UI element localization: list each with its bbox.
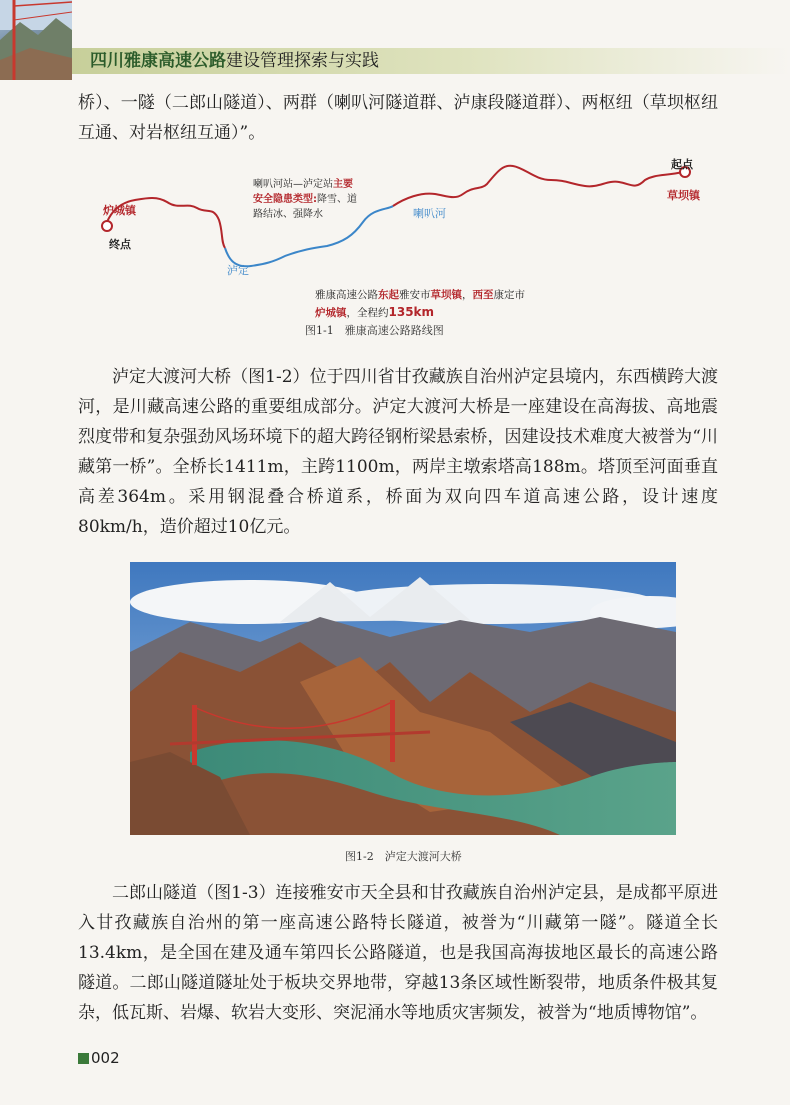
start-town-label: 草坝镇 bbox=[667, 189, 700, 202]
book-title-rest: 建设管理探索与实践 bbox=[226, 51, 379, 71]
tunnel-paragraph: 二郎山隧道（图1-3）连接雅安市天全县和甘孜藏族自治州泸定县，是成都平原进入甘孜藏族自治州的第一座高速公路特长隧道，被誉为“川藏第一隧”。隧道全长13.4km，是全国在建及通车第四长公路隧道，也是我国高海拔地区最长的高速公路隧道。二郎山隧道隧址处于板块交界地带，穿越13条区域性断裂带，地质条件极其复杂，低瓦斯、岩爆、软岩大变形、突泥涌水等地质灾害频发，被誉为“地质博物馆”。 bbox=[78, 883, 718, 1023]
river-label: 喇叭河 bbox=[413, 207, 446, 220]
intro-paragraph: 桥）、一隧（二郎山隧道）、两群（喇叭河隧道群、泸康段隧道群）、两枢纽（草坝枢纽互通、对岩枢纽互通）”。 bbox=[78, 93, 718, 143]
page-marker-square bbox=[78, 1053, 89, 1064]
hazard-note-items-1: 降雪、道 bbox=[317, 194, 357, 205]
route-summary bbox=[315, 287, 525, 322]
page-number bbox=[78, 1049, 120, 1067]
start-label: 起点 bbox=[671, 158, 693, 171]
end-label: 终点 bbox=[109, 238, 131, 251]
hazard-note-type: 安全隐患类型: bbox=[253, 194, 317, 205]
summary-part: ，全程约 bbox=[346, 307, 389, 319]
route-map bbox=[95, 150, 715, 325]
end-point-marker bbox=[102, 221, 112, 231]
summary-part: 炉城镇 bbox=[315, 307, 347, 319]
summary-part: 雅康高速公路 bbox=[315, 289, 378, 301]
summary-part: 西至 bbox=[472, 289, 494, 301]
summary-distance: 135km bbox=[388, 305, 435, 319]
figure-1-1-caption: 图1-1 雅康高速公路路线图 bbox=[305, 324, 444, 337]
bridge-photo bbox=[130, 562, 676, 835]
summary-part: ， bbox=[462, 289, 473, 301]
hazard-note-items-2: 路结冰、强降水 bbox=[253, 209, 323, 220]
hazard-note-segment: 喇叭河站—泸定站 bbox=[253, 179, 333, 190]
hazard-note-main: 主要 bbox=[333, 179, 353, 190]
end-town-label: 炉城镇 bbox=[103, 204, 136, 217]
summary-part: 康定市 bbox=[493, 289, 525, 301]
header-photo-image bbox=[0, 0, 72, 80]
luding-label: 泸定 bbox=[227, 264, 249, 277]
book-title bbox=[90, 49, 379, 73]
bridge-paragraph: 泸定大渡河大桥（图1-2）位于四川省甘孜藏族自治州泸定县境内，东西横跨大渡河，是川藏高速公路的重要组成部分。泸定大渡河大桥是一座建设在高海拔、高地震烈度带和复杂强劲风场环境下的超大跨径钢桁梁悬索桥，因建设技术难度大被誉为“川藏第一桥”。全桥长1411m，主跨1100m，两岸主墩索塔高188m。塔顶至河面垂直高差364m。采用钢混叠合桥道系，桥面为双向四车道高速公路，设计速度80km/h，造价超过10亿元。 bbox=[78, 367, 718, 537]
figure-1-2-caption: 图1-2 泸定大渡河大桥 bbox=[345, 850, 462, 863]
summary-part: 东起 bbox=[378, 289, 399, 301]
route-line-east bbox=[393, 166, 683, 206]
page-number-text: 002 bbox=[91, 1049, 120, 1067]
summary-part: 雅安市 bbox=[399, 289, 431, 301]
summary-part: 草坝镇 bbox=[430, 289, 462, 301]
hazard-note bbox=[253, 177, 357, 222]
page-header bbox=[0, 0, 790, 80]
book-title-highlight: 四川雅康高速公路 bbox=[90, 51, 226, 71]
